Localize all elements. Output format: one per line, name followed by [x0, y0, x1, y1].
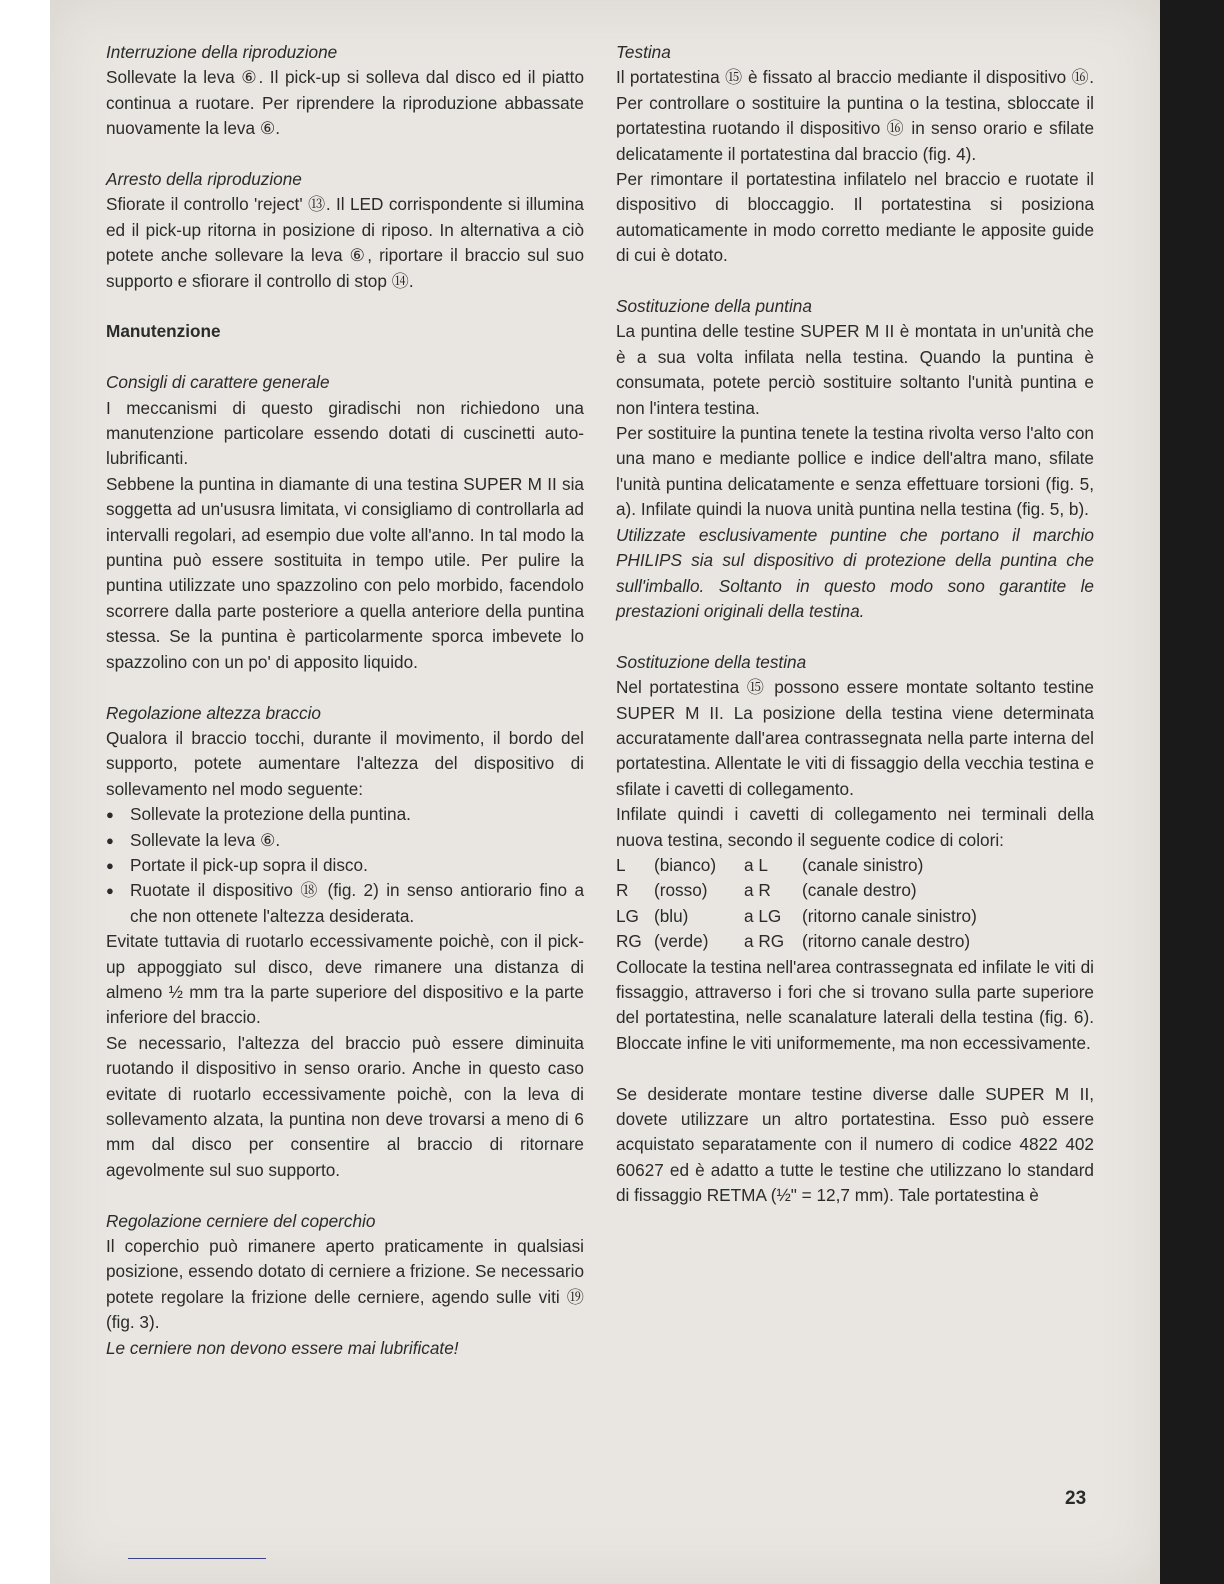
paragraph-sostituzione-testina-2: Infilate quindi i cavetti di collegamento nei terminali della nuova testina, secondo il seguente codice di colori:	[616, 804, 1094, 850]
paragraph-sostituzione-testina-1: Nel portatestina ⑮ possono essere montate soltanto testine SUPER M II. La posizione della testina viene determinata accuratamente dall'area contrassegnata nella parte interna del portatestina. Allentate le viti di fissaggio della vecchia testina e sfilate i cavetti di collegamento.	[616, 677, 1094, 799]
paragraph-testina-2: Per rimontare il portatestina infilatelo nel braccio e ruotate il dispositivo di bloccaggio. Il portatestina si posiziona automaticamente in modo corretto mediante le apposite guide di cui è dotato.	[616, 169, 1094, 266]
color-cell: (verde)	[654, 931, 709, 952]
description-cell: (canale sinistro)	[802, 854, 924, 875]
description-cell: (ritorno canale destro)	[802, 931, 971, 952]
list-item: ● Sollevate la protezione della puntina.	[106, 802, 584, 827]
section-heading-manutenzione: Manutenzione	[106, 321, 221, 342]
paragraph-regolazione-braccio-2: Evitate tuttavia di ruotarlo eccessivamente poichè, con il pick-up appoggiato sul disco, deve rimanere una distanza di almeno ½ mm tra la parte superiore del dispositivo e la parte inferiore del braccio.	[106, 931, 584, 1028]
paragraph-puntina-1: La puntina delle testine SUPER M II è montata in un'unità che è a sua volta infilata nella testina. Quando la puntina è consumata, potete perciò sostituire soltanto l'unità puntina e non l'intera testina.	[616, 321, 1094, 418]
description-cell: (canale destro)	[802, 880, 917, 901]
section-heading-testina: Testina	[616, 42, 671, 62]
paragraph-arresto: Sfiorate il controllo 'reject' ⑬. Il LED corrispondente si illumina ed il pick-up ritorna in posizione di riposo. In alternativa a ciò potete anche sollevare la leva ⑥, riportare il braccio sul suo supporto e sfiorare il controllo di stop ⑭.	[106, 194, 584, 291]
table-row	[616, 904, 977, 929]
section-heading-regolazione-braccio: Regolazione altezza braccio	[106, 702, 321, 723]
table-row	[616, 853, 977, 878]
target-cell: a LG	[744, 905, 782, 926]
paragraph-portatestina-alternativo: Se desiderate montare testine diverse dalle SUPER M II, dovete utilizzare un altro portatestina. Esso può essere acquistato separatamente con il numero di codice 4822 402 60627 ed è adatto a tutte le testine che utilizzano lo standard di fissaggio RETMA (½" = 12,7 mm). Tale portatestina è	[616, 1083, 1094, 1206]
paragraph-interruzione: Sollevate la leva ⑥. Il pick-up si solleva dal disco ed il piatto continua a ruotare. Per riprendere la riproduzione abbassate nuovamente la leva ⑥.	[106, 67, 584, 139]
color-code-table	[616, 853, 977, 955]
section-heading-interruzione: Interruzione della riproduzione	[106, 42, 338, 62]
list-item: ● Ruotate il dispositivo ⑱ (fig. 2) in senso antiorario fino a che non ottenete l'altezza desiderata.	[106, 878, 584, 929]
section-heading-sostituzione-puntina: Sostituzione della puntina	[616, 296, 812, 317]
bullet-list-regolazione	[106, 802, 584, 929]
hyperlink-underline[interactable]	[128, 1558, 266, 1559]
paragraph-sostituzione-testina-3: Collocate la testina nell'area contrassegnata ed infilate le viti di fissaggio, attraverso i fori che si trovano sulla parte superiore del portatestina, nelle scanalature laterali della testina (fig. 6). Bloccate infine le viti uniformemente, ma non eccessivamente.	[616, 956, 1094, 1053]
target-cell: a L	[744, 854, 768, 875]
page-number: 23	[1065, 1488, 1087, 1509]
code-cell: LG	[616, 905, 639, 926]
section-heading-arresto: Arresto della riproduzione	[106, 169, 302, 190]
code-cell: RG	[616, 931, 642, 952]
list-item: ● Sollevate la leva ⑥.	[106, 828, 584, 853]
section-heading-consigli: Consigli di carattere generale	[106, 372, 330, 393]
color-cell: (blu)	[654, 905, 689, 926]
right-column	[616, 40, 1094, 1209]
scan-margin	[0, 0, 50, 1584]
code-cell: R	[616, 880, 629, 901]
note-puntina: Utilizzate esclusivamente puntine che portano il marchio PHILIPS sia sul dispositivo di protezione della puntina che sull'imballo. Soltanto in questo modo sono garantite le prestazioni originali della testina.	[616, 524, 1094, 621]
table-row	[616, 929, 977, 954]
list-item: ● Portate il pick-up sopra il disco.	[106, 853, 584, 878]
section-heading-cerniere: Regolazione cerniere del coperchio	[106, 1210, 376, 1231]
paragraph-consigli-1: I meccanismi di questo giradischi non richiedono una manutenzione particolare essendo dotati di cuscinetti auto-lubrificanti.	[106, 397, 584, 469]
color-cell: (bianco)	[654, 854, 717, 875]
note-cerniere: Le cerniere non devono essere mai lubrificate!	[106, 1337, 459, 1358]
paragraph-regolazione-braccio-1: Qualora il braccio tocchi, durante il movimento, il bordo del supporto, potete aumentare l'altezza del dispositivo di sollevamento nel modo seguente:	[106, 727, 584, 799]
document-page	[50, 0, 1160, 1584]
paragraph-consigli-2: Sebbene la puntina in diamante di una testina SUPER M II sia soggetta ad un'ususra limitata, vi consigliamo di controllarla ad intervalli regolari, ad esempio due volte all'anno. In tal modo la puntina può essere sostituita in tempo utile. Per pulire la puntina utilizzate uno spazzolino con pelo morbido, facendolo scorrere dalla parte posteriore a quella anteriore della puntina stessa. Se la puntina è particolarmente sporca imbevete lo spazzolino con un po' di apposito liquido.	[106, 473, 584, 672]
color-cell: (rosso)	[654, 880, 708, 901]
table-row	[616, 878, 977, 903]
paragraph-puntina-2: Per sostituire la puntina tenete la testina rivolta verso l'alto con una mano e mediante pollice e indice dell'altra mano, sfilate l'unità puntina delicatamente e senza effettuare torsioni (fig. 5, a). Infilate quindi la nuova unità puntina nella testina (fig. 5, b).	[616, 423, 1094, 520]
paragraph-cerniere: Il coperchio può rimanere aperto praticamente in qualsiasi posizione, essendo dotato di cerniere a frizione. Se necessario potete regolare la frizione delle cerniere, agendo sulle viti ⑲ (fig. 3).	[106, 1236, 584, 1333]
paragraph-testina-1: Il portatestina ⑮ è fissato al braccio mediante il dispositivo ⑯. Per controllare o sostituire la puntina o la testina, sbloccate il portatestina ruotando il dispositivo ⑯ in senso orario e sfilate delicatamente il portatestina dal braccio (fig. 4).	[616, 67, 1094, 164]
target-cell: a RG	[744, 931, 785, 952]
left-column	[106, 40, 584, 1361]
paragraph-regolazione-braccio-3: Se necessario, l'altezza del braccio può essere diminuita ruotando il dispositivo in senso orario. Anche in questo caso evitate di ruotarlo eccessivamente poichè, con la leva di sollevamento alzata, la puntina non deve trovarsi a meno di 6 mm dal disco per consentire al braccio di ritornare agevolmente sul suo supporto.	[106, 1032, 584, 1180]
code-cell: L	[616, 854, 626, 875]
target-cell: a R	[744, 880, 771, 901]
description-cell: (ritorno canale sinistro)	[802, 905, 977, 926]
section-heading-sostituzione-testina: Sostituzione della testina	[616, 651, 807, 672]
